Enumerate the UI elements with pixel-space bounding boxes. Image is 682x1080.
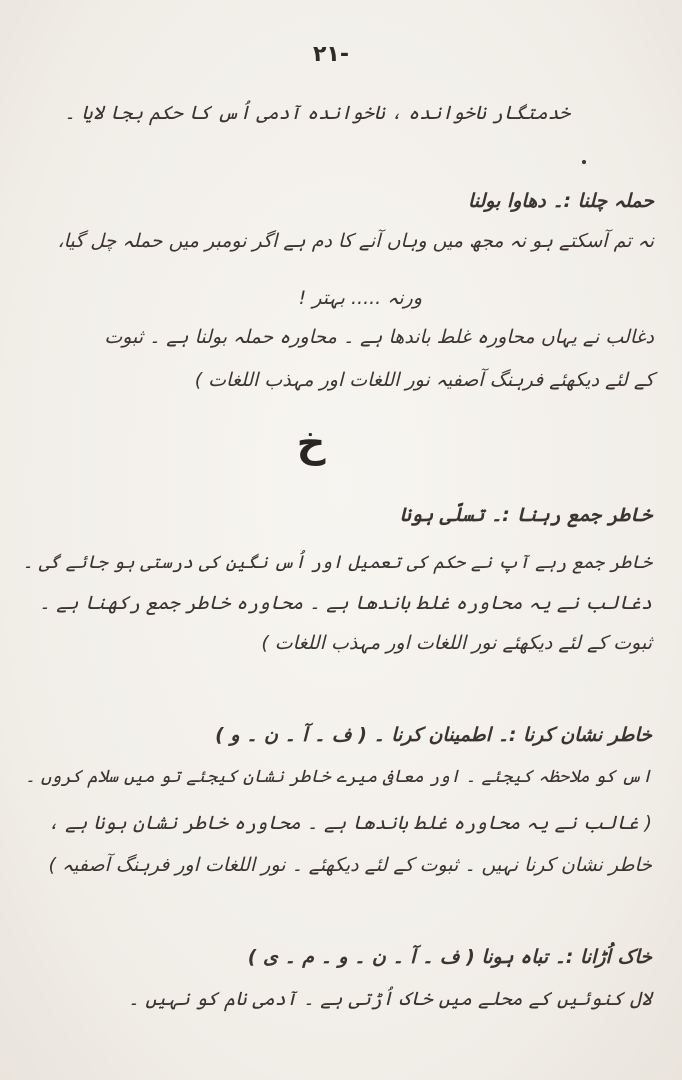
entry-line: دغالب نے یہ محاورہ غلط باندھا ہے ۔ محاورہ خاطر جمع رکھنا ہے ۔ — [39, 592, 652, 614]
ink-dot — [582, 160, 586, 164]
entry-line: ثبوت کے لئے دیکھئے نور اللغات اور مہذب اللغات ) — [261, 632, 652, 654]
entry-line: اس کو ملاحظہ کیجئے ۔ اور معافی میرے خاطر نشان کیجئے تو میں سلام کروں ۔ — [25, 767, 652, 787]
entry-line: نہ تم آسکتے ہو نہ مجھ میں وہاں آنے کا دم ہے اگر نومبر میں حملہ چل گیا، — [57, 230, 654, 252]
entry-line: خاطر جمع رہے آپ نے حکم کی تعمیل اور اُس نگین کی درستی ہو جائے گی ۔ — [22, 552, 652, 573]
entry-line: ورنہ ..... بہتر ! — [298, 287, 422, 309]
page-number: ۲۱- — [313, 42, 349, 67]
entry-line: خاطر نشان کرنا نہیں ۔ ثبوت کے لئے دیکھئے ۔ نور اللغات اور فرہنگ آصفیہ ) — [48, 854, 652, 876]
entry-line: لال کنوئیں کے محلے میں خاک اُڑتی ہے ۔ آدمی نام کو نہیں ۔ — [128, 988, 652, 1010]
entry-line: دغالب نے یہاں محاورہ غلط باندھا ہے ۔ محاورہ حملہ بولنا ہے ۔ ثبوت — [104, 326, 654, 348]
entry-line: ( غالب نے یہ محاورہ غلط باندھا ہے ۔ محاورہ خاطر نشان ہونا ہے ، — [47, 812, 652, 834]
entry-heading-khatir-jama: خاطر جمع رہنا :۔ تسلّی ہونا — [399, 504, 652, 526]
entry-heading-hamla-chalna: حملہ چلنا :۔ دھاوا بولنا — [467, 190, 654, 212]
entry-heading-khaak-urana: خاک اُڑانا :۔ تباہ ہونا ( ف ۔ آ ۔ ن ۔ و ۔ م ۔ ی ) — [247, 946, 652, 968]
top-line: خدمتگار ناخوانده ، ناخوانده آدمی اُس کا حکم بجا لایا ۔ — [64, 102, 570, 124]
section-letter: خ — [296, 420, 326, 466]
entry-heading-khatir-nishan: خاطر نشان کرنا :۔ اطمینان کرنا ۔ ( ف ۔ آ ۔ ن ۔ و ) — [215, 724, 652, 746]
entry-line: کے لئے دیکھئے فرہنگ آصفیہ نور اللغات اور مہذب اللغات ) — [194, 369, 654, 391]
